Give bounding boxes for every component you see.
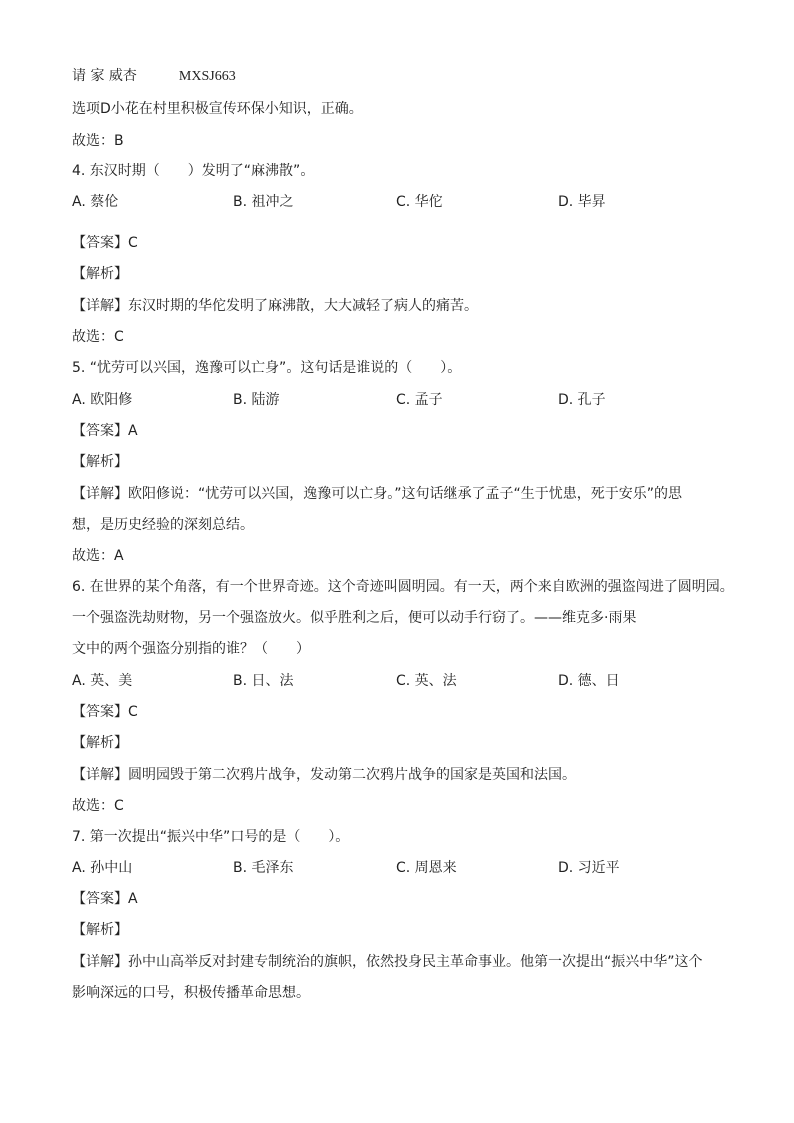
q4-stem: 4. 东汉时期（ ）发明了“麻沸散”。 (72, 163, 315, 179)
q4-answer: C (128, 235, 138, 251)
q7-stem: 7. 第一次提出“振兴中华”口号的是（ ）。 (72, 829, 350, 845)
q4-answer-label: 【答案】 (72, 235, 128, 251)
q7-option-a: A. 孙中山 (72, 860, 133, 876)
page-header (72, 67, 236, 86)
q4-option-d: D. 毕昇 (558, 194, 606, 210)
q6-option-b: B. 日、法 (233, 673, 294, 689)
q6-analysis-label: 【解析】 (72, 735, 128, 751)
q5-analysis-label: 【解析】 (72, 454, 128, 470)
q4-choice: 故选：C (72, 329, 124, 345)
q5-option-b: B. 陆游 (233, 392, 280, 408)
q6-choice: 故选：C (72, 798, 124, 814)
q7-detail-line2: 影响深远的口号，积极传播革命思想。 (72, 985, 310, 1001)
q6-answer-line (72, 703, 138, 721)
q7-option-b: B. 毛泽东 (233, 860, 294, 876)
q6-stem: 6. 在世界的某个角落，有一个世界奇迹。这个奇迹叫圆明园。有一天，两个来自欧洲的强盗闯进了圆明园。 (72, 579, 734, 595)
q5-answer-line (72, 422, 138, 440)
q5-stem: 5. “忧劳可以兴国，逸豫可以亡身”。这句话是谁说的（ ）。 (72, 360, 462, 376)
prev-choice: 故选：B (72, 133, 124, 149)
q7-option-c: C. 周恩来 (396, 860, 457, 876)
q5-choice: 故选：A (72, 548, 124, 564)
q6-answer: C (128, 704, 138, 720)
q4-answer-line (72, 234, 138, 252)
q6-detail: 圆明园毁于第二次鸦片战争，发动第二次鸦片战争的国家是英国和法国。 (128, 767, 576, 783)
q7-answer: A (128, 891, 138, 907)
q4-detail-line (72, 297, 478, 315)
q4-analysis-label: 【解析】 (72, 266, 128, 282)
q7-analysis-label: 【解析】 (72, 922, 128, 938)
q4-option-c: C. 华佗 (396, 194, 443, 210)
header-text: 请 家 威杏 (72, 68, 137, 84)
q5-answer: A (128, 423, 138, 439)
q7-detail: 孙中山高举反对封建专制统治的旗帜，依然投身民主革命事业。他第一次提出“振兴中华”这个 (128, 954, 703, 970)
q4-detail: 东汉时期的华佗发明了麻沸散，大大减轻了病人的痛苦。 (128, 298, 478, 314)
header-code: MXSJ663 (178, 69, 236, 84)
q6-option-a: A. 英、美 (72, 673, 133, 689)
q5-detail-label: 【详解】 (72, 486, 128, 502)
q7-option-d: D. 习近平 (558, 860, 620, 876)
q6-detail-line (72, 766, 576, 784)
prev-detail-line: 选项D小花在村里积极宣传环保小知识，正确。 (72, 101, 363, 117)
q4-detail-label: 【详解】 (72, 298, 128, 314)
q5-detail: 欧阳修说：“忧劳可以兴国，逸豫可以亡身。”这句话继承了孟子“生于忧患，死于安乐”的思 (128, 486, 683, 502)
q7-detail-line (72, 953, 703, 971)
q6-option-d: D. 德、日 (558, 673, 620, 689)
q6-detail-label: 【详解】 (72, 767, 128, 783)
q5-detail-line2: 想，是历史经验的深刻总结。 (72, 517, 254, 533)
q5-detail-line (72, 485, 682, 503)
q6-stem-line3: 文中的两个强盗分别指的谁？（ ） (72, 641, 310, 657)
q6-stem-line2: 一个强盗洗劫财物，另一个强盗放火。似乎胜利之后，便可以动手行窃了。——维克多·雨果 (72, 610, 637, 626)
q6-answer-label: 【答案】 (72, 704, 128, 720)
q4-option-b: B. 祖冲之 (233, 194, 294, 210)
q4-option-a: A. 蔡伦 (72, 194, 119, 210)
q5-answer-label: 【答案】 (72, 423, 128, 439)
q5-option-a: A. 欧阳修 (72, 392, 133, 408)
q7-answer-line (72, 890, 138, 908)
q7-answer-label: 【答案】 (72, 891, 128, 907)
q5-option-d: D. 孔子 (558, 392, 606, 408)
q5-option-c: C. 孟子 (396, 392, 443, 408)
q7-detail-label: 【详解】 (72, 954, 128, 970)
q6-option-c: C. 英、法 (396, 673, 457, 689)
